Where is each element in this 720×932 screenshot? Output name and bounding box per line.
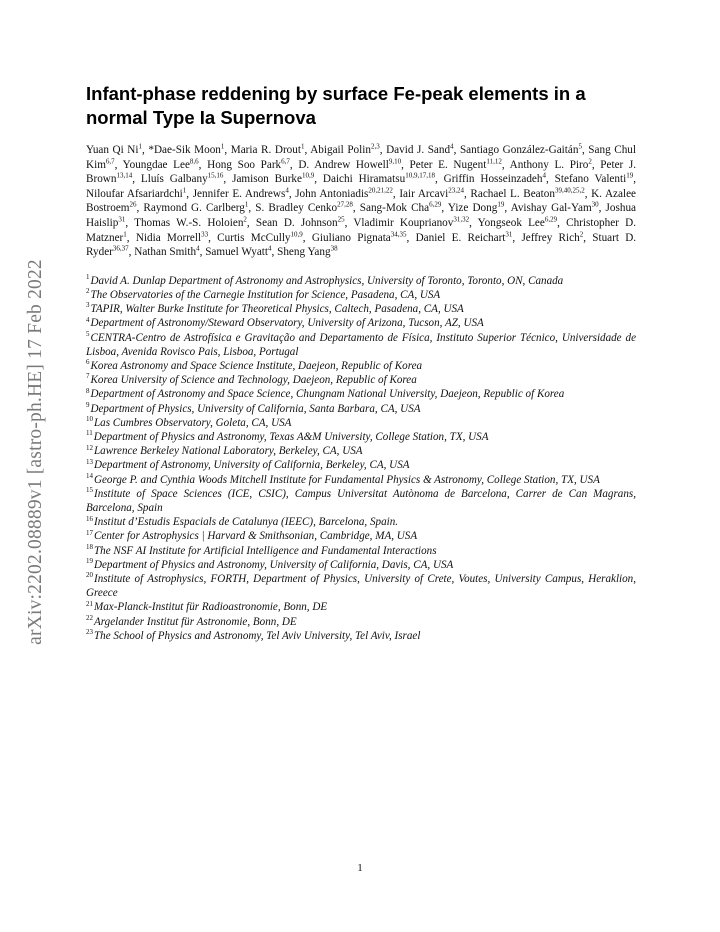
author-name: D. Andrew Howell	[298, 158, 389, 171]
affiliation-item	[86, 416, 636, 430]
author	[415, 229, 513, 244]
affiliation-text: Department of Physics, University of California, Santa Barbara, CA, USA	[90, 402, 421, 415]
affiliation-number: 20	[86, 571, 93, 580]
author-name: Avishay Gal-Yam	[510, 202, 592, 215]
author-affiliation-marker: 1	[244, 200, 249, 209]
affiliation-text: Argelander Institut für Astronomie, Bonn, DE	[94, 615, 297, 628]
author-affiliation-marker: 2	[588, 156, 592, 165]
affiliation-list	[86, 274, 636, 643]
author-affiliation-marker: 38	[330, 244, 338, 253]
affiliation-text: Korea University of Science and Technology, Daejeon, Republic of Korea	[90, 374, 417, 387]
affiliation-text: The Observatories of the Carnegie Institution for Science, Pasadena, CA, USA	[90, 288, 441, 301]
author-affiliation-marker: 20,21,22	[368, 186, 393, 195]
author-affiliation-marker: 1	[123, 229, 127, 238]
affiliation-item	[86, 600, 636, 614]
author-name: Yize Dong	[447, 202, 498, 215]
author-name: Jamison Burke	[232, 173, 302, 186]
author-affiliation-marker: 6,7	[105, 156, 115, 165]
author-name: Joshua Haislip	[86, 202, 637, 229]
affiliation-item	[86, 430, 636, 444]
author	[207, 156, 290, 171]
author-name: Jeffrey Rich	[521, 231, 580, 244]
author	[323, 173, 435, 185]
author	[143, 202, 248, 214]
affiliation-number: 4	[86, 315, 90, 324]
author	[386, 144, 454, 156]
affiliation-number: 9	[86, 400, 90, 409]
author-name: Sang Chul Kim	[86, 144, 636, 171]
affiliation-item	[86, 316, 636, 330]
author-name: Hong Soo Park	[207, 158, 282, 171]
author	[232, 173, 314, 185]
author-name: Niloufar Afsariardchi	[86, 187, 183, 200]
author	[122, 156, 199, 171]
author	[360, 202, 442, 214]
affiliation-text: David A. Dunlap Department of Astronomy and Astrophysics, University of Toronto, Toronto, ON, Canada	[90, 274, 564, 287]
author	[255, 202, 353, 214]
author-name: Peter J. Brown	[86, 158, 637, 186]
affiliation-item	[86, 359, 636, 373]
affiliation-item	[86, 302, 636, 316]
affiliation-item	[86, 572, 636, 600]
author-name: Jennifer E. Andrews	[192, 187, 286, 200]
affiliation-text: Las Cumbres Observatory, Goleta, CA, USA	[94, 416, 292, 429]
author-name: Daichi Hiramatsu	[322, 173, 406, 186]
author-affiliation-marker: 4	[285, 186, 289, 195]
affiliation-text: Korea Astronomy and Space Science Institute, Daejeon, Republic of Korea	[90, 359, 423, 372]
author	[460, 144, 582, 156]
author-name: Anthony L. Piro	[509, 158, 589, 171]
author	[135, 229, 209, 244]
author-affiliation-marker: 26	[129, 200, 137, 209]
author	[310, 144, 380, 156]
author	[205, 246, 271, 258]
author-affiliation-marker: 23,24	[448, 186, 465, 195]
author	[353, 217, 469, 229]
author-name: Nathan Smith	[134, 246, 197, 259]
author	[478, 217, 557, 229]
author-affiliation-marker: 30	[591, 200, 599, 209]
author	[409, 156, 502, 171]
affiliation-number: 5	[86, 329, 90, 338]
affiliation-text: TAPIR, Walter Burke Institute for Theoretical Physics, Caltech, Pasadena, CA, USA	[90, 303, 464, 316]
author-name: Peter E. Nugent	[409, 158, 487, 171]
author-name: Iair Arcavi	[399, 187, 449, 200]
author-name: Yongseok Lee	[477, 216, 545, 229]
affiliation-item	[86, 444, 636, 458]
author-affiliation-marker: 19	[497, 200, 505, 209]
author	[509, 156, 592, 171]
affiliation-item	[86, 515, 636, 529]
paper-page	[86, 82, 636, 643]
author-name: Christopher D. Matzner	[86, 216, 636, 244]
affiliation-number: 19	[86, 557, 93, 566]
author	[470, 188, 584, 200]
affiliation-text: Department of Astronomy/Steward Observatory, University of Arizona, Tucson, AZ, USA	[90, 317, 484, 330]
author-affiliation-marker: 15,16	[207, 171, 224, 180]
affiliation-item	[86, 558, 636, 572]
author	[193, 188, 289, 200]
author-affiliation-marker: 19	[626, 171, 634, 180]
affiliation-text: The School of Physics and Astronomy, Tel Aviv University, Tel Aviv, Israel	[94, 629, 421, 642]
affiliation-number: 17	[86, 528, 93, 537]
affiliation-item	[86, 331, 636, 359]
affiliation-number: 3	[86, 301, 90, 310]
author-name: Curtis McCully	[217, 231, 291, 244]
author-name: Stefano Valenti	[554, 173, 627, 186]
author-name: Raymond G. Carlberg	[143, 202, 245, 215]
author-affiliation-marker: 6,7	[281, 156, 290, 165]
author-name: Sang-Mok Cha	[359, 202, 430, 215]
author-name: Griffin Hosseinzadeh	[443, 173, 543, 186]
author-affiliation-marker: 4	[268, 244, 272, 253]
author-name: John Antoniadis	[295, 187, 369, 200]
affiliation-number: 21	[86, 599, 93, 608]
author-name: Rachael L. Beaton	[470, 187, 555, 200]
affiliation-number: 16	[86, 514, 93, 523]
author	[141, 173, 224, 185]
author	[311, 229, 407, 244]
author	[444, 173, 546, 185]
author-affiliation-marker: 1	[138, 142, 142, 151]
affiliation-number: 13	[86, 457, 93, 466]
author-name: Maria R. Drout	[230, 144, 301, 156]
author-name: Vladimir Kouprianov	[353, 216, 454, 229]
author-affiliation-marker: 1	[182, 186, 187, 195]
author	[511, 202, 599, 214]
author-name: Nidia Morrell	[135, 231, 202, 244]
author-affiliation-marker: 36,37	[112, 244, 129, 253]
author-affiliation-marker: 2	[579, 229, 584, 238]
author-affiliation-marker: 10,9,17,18	[405, 171, 435, 180]
author-affiliation-marker: 13,14	[116, 171, 133, 180]
affiliation-text: Max-Planck-Institut für Radioastronomie, Bonn, DE	[94, 601, 328, 614]
author	[448, 202, 504, 214]
affiliation-number: 1	[86, 273, 90, 282]
author-name: Sean D. Johnson	[255, 216, 338, 229]
author-name: Youngdae Lee	[122, 158, 190, 171]
author	[298, 156, 402, 171]
affiliation-number: 6	[86, 358, 90, 367]
affiliation-text: Institut d’Estudis Espacials de Catalunya (IEEC), Barcelona, Spain.	[94, 516, 399, 529]
author-name: Sheng Yang	[277, 246, 331, 259]
affiliation-text: Department of Astronomy and Space Science, Chungnam National University, Daejeon, Republic of Korea	[90, 388, 565, 401]
author	[521, 229, 584, 244]
author-affiliation-marker: 1	[220, 142, 225, 151]
affiliation-item	[86, 373, 636, 387]
author-affiliation-marker: 4	[542, 171, 546, 180]
affiliation-item	[86, 458, 636, 472]
author-affiliation-marker: 10,9	[301, 171, 315, 180]
author-affiliation-marker: 2	[243, 215, 247, 224]
author-affiliation-marker: 31	[505, 229, 513, 238]
affiliation-text: Lawrence Berkeley National Laboratory, Berkeley, CA, USA	[94, 445, 363, 458]
author-name: Samuel Wyatt	[205, 246, 269, 259]
author-name: Abigail Polin	[310, 144, 371, 156]
affiliation-item	[86, 274, 636, 288]
author	[148, 144, 224, 156]
affiliation-number: 11	[86, 429, 93, 438]
affiliation-item	[86, 387, 636, 401]
author-affiliation-marker: 27,28	[337, 200, 353, 209]
affiliation-number: 18	[86, 542, 93, 551]
author-affiliation-marker: 4	[196, 244, 200, 253]
affiliation-number: 14	[86, 471, 93, 480]
author	[277, 246, 337, 258]
affiliation-item	[86, 529, 636, 543]
author-affiliation-marker: 1	[300, 142, 305, 151]
author-affiliation-marker: 4	[450, 142, 454, 151]
affiliation-number: 23	[86, 628, 93, 637]
affiliation-text: Institute of Astrophysics, FORTH, Department of Physics, University of Crete, Voutes, University Campus, Heraklion, Greece	[86, 573, 636, 600]
author-affiliation-marker: 5	[578, 142, 582, 151]
affiliation-item	[86, 615, 636, 629]
author-name: Santiago González-Gaitán	[459, 144, 579, 156]
author-affiliation-marker: 2,3	[370, 142, 380, 151]
author-affiliation-marker: 31,32	[453, 215, 470, 224]
author-name: *Dae-Sik Moon	[148, 144, 221, 156]
author-affiliation-marker: 33	[201, 229, 209, 238]
author	[86, 144, 142, 156]
author-name: Daniel E. Reichart	[415, 231, 506, 244]
affiliation-text: George P. and Cynthia Woods Mitchell Institute for Fundamental Physics & Astronomy, College Station, TX, USA	[94, 473, 600, 486]
author-name: Thomas W.-S. Holoien	[134, 216, 244, 229]
affiliation-text: Department of Astronomy, University of California, Berkeley, CA, USA	[94, 459, 410, 472]
affiliation-item	[86, 402, 636, 416]
affiliation-number: 12	[86, 443, 93, 452]
affiliation-number: 22	[86, 613, 93, 622]
affiliation-item	[86, 288, 636, 302]
author	[86, 188, 186, 200]
author-affiliation-marker: 11,12	[486, 156, 502, 165]
affiliation-item	[86, 487, 636, 515]
author-name: K. Azalee Bostroem	[86, 187, 636, 215]
author-affiliation-marker: 8,6	[189, 156, 199, 165]
affiliation-text: Department of Physics and Astronomy, University of California, Davis, CA, USA	[94, 558, 454, 571]
affiliation-text: Center for Astrophysics | Harvard & Smithsonian, Cambridge, MA, USA	[94, 530, 418, 543]
author-affiliation-marker: 31	[118, 215, 126, 224]
affiliation-text: Department of Physics and Astronomy, Texas A&M University, College Station, TX, USA	[93, 430, 489, 443]
affiliation-item	[86, 473, 636, 487]
author	[295, 188, 393, 200]
author-affiliation-marker: 9,10	[388, 156, 402, 165]
author-affiliation-marker: 34,35	[390, 229, 407, 238]
affiliation-number: 7	[86, 372, 90, 381]
affiliation-text: The NSF AI Institute for Artificial Intelligence and Fundamental Interactions	[94, 544, 437, 557]
author	[256, 217, 345, 229]
author-affiliation-marker: 39,40,25,2	[554, 186, 585, 195]
affiliation-item	[86, 629, 636, 643]
author	[134, 246, 199, 258]
author-affiliation-marker: 10,9	[290, 229, 303, 238]
arxiv-stamp	[14, 222, 58, 682]
affiliation-item	[86, 544, 636, 558]
author-name: Stuart D. Ryder	[86, 231, 637, 259]
author	[399, 188, 464, 200]
affiliation-number: 15	[86, 486, 93, 495]
author-affiliation-marker: 6,29	[429, 200, 442, 209]
author-list: Yuan Qi Ni$^1$, *Dae-Sik Moon$^1$, Maria R. Drout$^1$, Abigail Polin$^{2,3}$, David J. Sand$^4$, Santiago González-Gaitán$^5$, Sang Chul Kim$^{6,7}$, Youngdae Lee$^{8,6}$, Hong Soo Park$^{6,7}$, D. Andrew Howell$^{9,10}$, Peter E. Nugent$^{11,12}$, Anthony L. Piro$^2$, Peter J. Brown$^{13,14}$, Lluís Galbany$^{15,16}$, Jamison Burke$^{10,9}$, Daichi Hiramatsu$^{10,9,17,18}$, Griffin Hosseinzadeh$^4$, Stefano Valenti$^{19}$, Niloufar Afsariardchi$^1$, Jennifer E. Andrews$^4$, John Antoniadis$^{20,21,22}$, Iair Arcavi$^{23,24}$, Rachael L. Beaton$^{39,40,25,2}$, K. Azalee Bostroem$^{26}$, Raymond G. Carlberg$^1$, S. Bradley Cenko$^{27,28}$, Sang-Mok Cha$^{6,29}$, Yize Dong$^{19}$, Avishay Gal-Yam$^{30}$, Joshua Haislip$^{31}$, Thomas W.-S. Holoien$^2$, Sean D. Johnson$^{25}$, Vladimir Kouprianov$^{31,32}$, Yongseok Lee$^{6,29}$, Christopher D. Matzner$^1$, Nidia Morrell$^{33}$, Curtis McCully$^{10,9}$, Giuliano Pignata$^{34,35}$, Daniel E. Reichart$^{31}$, Jeffrey Rich$^2$, Stuart D. Ryder$^{36,37}$, Nathan Smith$^4$, Samuel Wyatt$^4$, Sheng Yang$^{38}$	[86, 142, 637, 259]
author	[134, 217, 247, 229]
affiliation-number: 2	[86, 287, 90, 296]
affiliation-number: 10	[86, 415, 93, 424]
author	[217, 229, 303, 244]
author-name: Yuan Qi Ni	[86, 144, 139, 156]
author-name: S. Bradley Cenko	[255, 202, 338, 215]
author-affiliation-marker: 25	[337, 215, 345, 224]
arxiv-identifier: arXiv:2202.08889v1 [astro-ph.HE] 17 Feb 2022	[25, 259, 46, 645]
author-name: Lluís Galbany	[140, 173, 208, 186]
affiliation-text: CENTRA-Centro de Astrofísica e Gravitação and Departamento de Física, Instituto Superior Técnico, Universidade de Lisboa, Avenida Rovisco Pais, Lisboa, Portugal	[86, 331, 636, 358]
affiliation-number: 8	[86, 386, 90, 395]
author	[555, 173, 634, 185]
author	[231, 144, 305, 156]
page-number: 1	[357, 862, 363, 874]
paper-title: Infant-phase reddening by surface Fe-peak elements in a normal Type Ia Supernova	[86, 83, 586, 128]
author-affiliation-marker: 6,29	[544, 215, 558, 224]
author-name: David J. Sand	[386, 144, 451, 156]
author-name: Giuliano Pignata	[311, 231, 391, 244]
affiliation-text: Institute of Space Sciences (ICE, CSIC), Campus Universitat Autònoma de Barcelona, Carrer de Can Magrans, Barcelona, Spain	[86, 487, 636, 514]
